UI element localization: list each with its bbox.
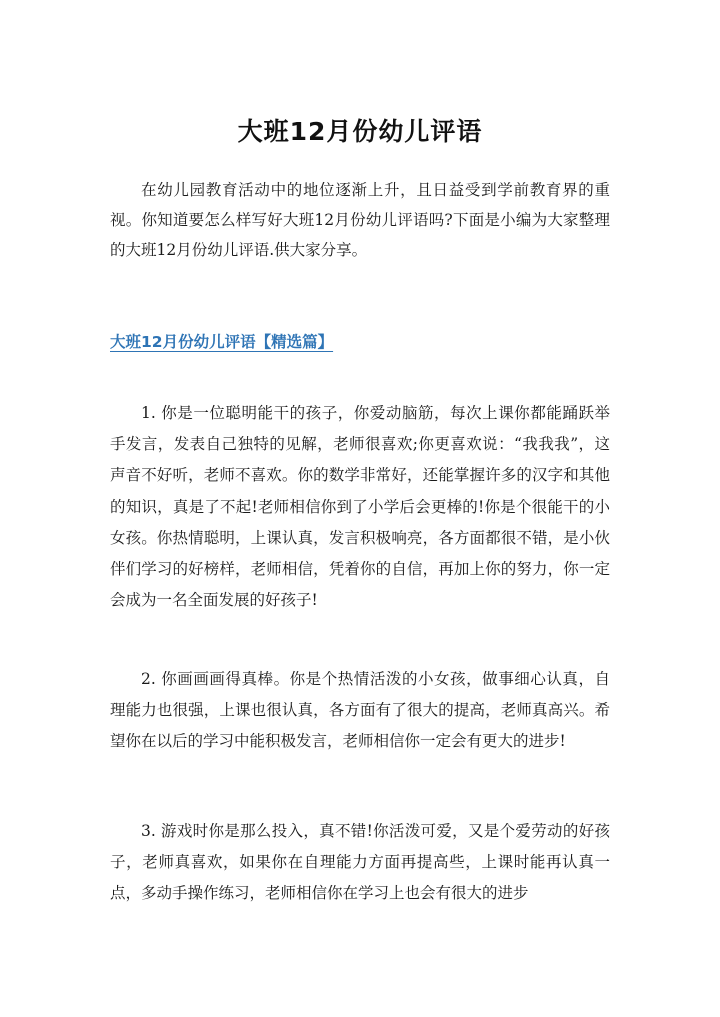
document-title: 大班12月份幼儿评语 [237, 117, 483, 146]
comment-item-1: 1. 你是一位聪明能干的孩子，你爱动脑筋，每次上课你都能踊跃举手发言，发表自己独特的见解，老师很喜欢;你更喜欢说：“我我我”，这声音不好听，老师不喜欢。你的数学非常好，还能掌握许多的汉字和其他的知识，真是了不起!老师相信你到了小学后会更棒的!你是个很能干的小女孩。你热情聪明，上课认真，发言积极响亮，各方面都很不错，是小伙伴们学习的好榜样，老师相信，凭着你的自信，再加上你的努力，你一定会成为一名全面发展的好孩子! [110, 404, 610, 610]
intro-paragraph: 在幼儿园教育活动中的地位逐渐上升，且日益受到学前教育界的重视。你知道要怎么样写好大班12月份幼儿评语吗?下面是小编为大家整理的大班12月份幼儿评语.供大家分享。 [110, 181, 610, 259]
comment-item-3: 3. 游戏时你是那么投入，真不错!你活泼可爱，又是个爱劳动的好孩子，老师真喜欢，如果你在自理能力方面再提高些，上课时能再认真一点，多动手操作练习，老师相信你在学习上也会有很大的进步 [110, 822, 610, 903]
section-heading-link[interactable]: 大班12月份幼儿评语【精选篇】 [110, 333, 334, 351]
comment-item-2: 2. 你画画画得真棒。你是个热情活泼的小女孩，做事细心认真，自理能力也很强，上课也很认真，各方面有了很大的提高，老师真高兴。希望你在以后的学习中能积极发言，老师相信你一定会有更大的进步! [110, 670, 610, 751]
